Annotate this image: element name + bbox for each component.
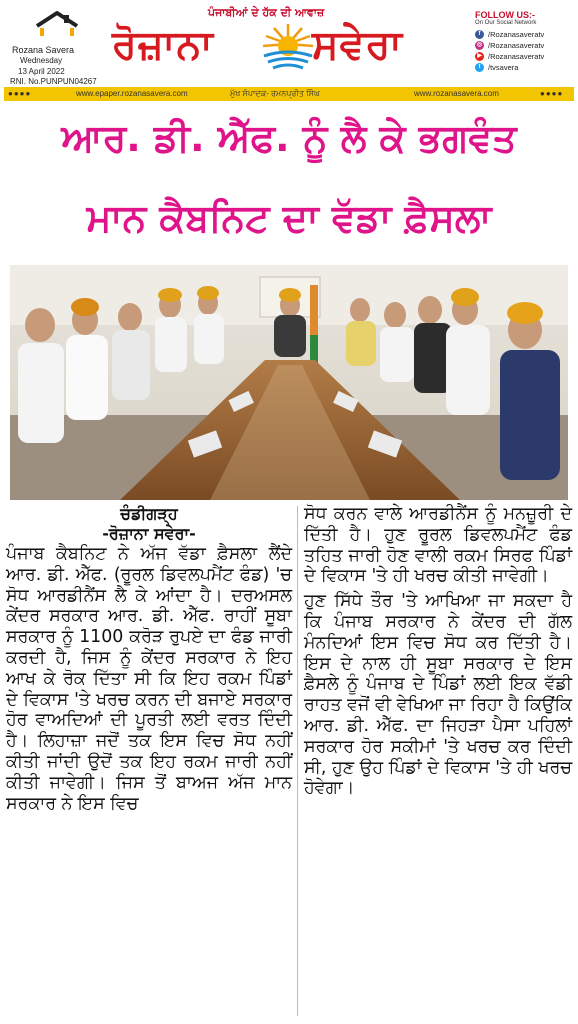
- headline-line-1: ਆਰ. ਡੀ. ਐੱਫ. ਨੂੰ ਲੈ ਕੇ ਭਗਵੰਤ: [61, 116, 517, 160]
- instagram-icon: ◎: [476, 42, 483, 48]
- youtube-icon: ▶: [475, 52, 484, 61]
- twitter-icon: t: [475, 63, 484, 72]
- article-column-right: [304, 504, 572, 803]
- byline: -ਰੋਜ਼ਾਨਾ ਸਵੇਰਾ-: [102, 524, 196, 543]
- article-paragraph: ਸੋਧ ਕਰਨ ਵਾਲੇ ਆਰਡੀਨੈਂਸ ਨੂੰ ਮਨਜ਼ੂਰੀ ਦੇ ਦਿੱਤੀ ਹੈ। ਹੁਣ ਰੂਰਲ ਡਿਵਲਪਮੈਂਟ ਫੰਡ ਤਹਿਤ ਜਾਰੀ ਹੋਣ ਵਾਲੀ ਰਕਮ ਸਿਰਫ ਪਿੰਡਾਂ ਦੇ ਵਿਕਾਸ 'ਤੇ ਹੀ ਖਰਚ ਕੀਤੀ ਜਾਵੇਗੀ।: [304, 504, 572, 587]
- social-handle: /Rozanasaveratv: [488, 30, 545, 39]
- article-paragraph: ਪੰਜਾਬ ਕੈਬਨਿਟ ਨੇ ਅੱਜ ਵੱਡਾ ਫ਼ੈਸਲਾ ਲੈਂਦੇ ਆਰ. ਡੀ. ਐੱਫ. (ਰੂਰਲ ਡਿਵਲਪਮੈਂਟ ਫੰਡ) 'ਚ ਸੋਧ ਆਰਡੀਨੈਂਸ ਲੈ ਕੇ ਆਂਦਾ ਹੈ। ਦਰਅਸਲ ਕੇਂਦਰ ਸਰਕਾਰ ਆਰ. ਡੀ. ਐੱਫ. ਰਾਹੀਂ ਸੂਬਾ ਸਰਕਾਰ ਨੂੰ 1100 ਕਰੋੜ ਰੁਪਏ ਦਾ ਫੰਡ ਜਾਰੀ ਕਰਦੀ ਹੈ, ਜਿਸ ਨੂੰ ਕੇਂਦਰ ਸਰਕਾਰ ਨੇ ਇਹ ਆਖ ਕੇ ਰੋਕ ਦਿੱਤਾ ਸੀ ਕਿ ਇਹ ਰਕਮ ਪਿੰਡਾਂ ਦੇ ਵਿਕਾਸ 'ਤੇ ਖਰਚ ਕਰਨ ਦੀ ਬਜਾਏ ਸਰਕਾਰ ਹੋਰ ਵਾਅਦਿਆਂ ਦੀ ਪੂਰਤੀ ਲਈ ਵਰਤ ਦਿੰਦੀ ਹੈ। ਲਿਹਾਜ਼ਾ ਜਦੋਂ ਤਕ ਇਸ ਵਿਚ ਸੋਧ ਨਹੀਂ ਕੀਤੀ ਜਾਂਦੀ ਉਦੋਂ ਤਕ ਇਹ ਰਕਮ ਜਾਰੀ ਨਹੀਂ ਕੀਤੀ ਜਾਵੇਗੀ। ਜਿਸ ਤੋਂ ਬਾਅਜ ਅੱਜ ਮਾਨ ਸਰਕਾਰ ਨੇ ਇਸ ਵਿਚ: [6, 544, 292, 814]
- rni-number: RNI. No.PUNPUN04267: [10, 77, 97, 86]
- dateline: ਚੰਡੀਗੜ੍ਹ: [120, 504, 178, 523]
- sun-icon: [260, 22, 316, 72]
- social-youtube[interactable]: [475, 51, 575, 62]
- tagline: ਪੰਜਾਬੀਆਂ ਦੇ ਹੱਕ ਦੀ ਆਵਾਜ਼: [208, 6, 325, 19]
- website-link[interactable]: www.rozanasavera.com: [414, 89, 499, 98]
- brand-logo: [112, 18, 460, 76]
- social-instagram[interactable]: [475, 40, 575, 51]
- strip-dots-left: ●●●●: [8, 89, 32, 98]
- house-logo-icon: [34, 10, 80, 42]
- masthead: [0, 0, 578, 86]
- edition-date: 13 April 2022: [18, 67, 65, 76]
- headline-line-2: ਮਾਨ ਕੈਬਨਿਟ ਦਾ ਵੱਡਾ ਫ਼ੈਸਲਾ: [86, 196, 492, 240]
- follow-title: FOLLOW US:-: [475, 10, 535, 20]
- article-column-left: [6, 504, 292, 818]
- brand-word-right: ਸਵੇਰਾ: [312, 22, 403, 68]
- article-paragraph: ਹੁਣ ਸਿੱਧੇ ਤੌਰ 'ਤੇ ਆਖਿਆ ਜਾ ਸਕਦਾ ਹੈ ਕਿ ਪੰਜਾਬ ਸਰਕਾਰ ਨੇ ਕੇਂਦਰ ਦੀ ਗੱਲ ਮੰਨਦਿਆਂ ਇਸ ਵਿਚ ਸੋਧ ਕਰ ਦਿੱਤੀ ਹੈ। ਇਸ ਦੇ ਨਾਲ ਹੀ ਸੂਬਾ ਸਰਕਾਰ ਦੇ ਇਸ ਫ਼ੈਸਲੇ ਨੂੰ ਪੰਜਾਬ ਦੇ ਪਿੰਡਾਂ ਲਈ ਇਕ ਵੱਡੀ ਰਾਹਤ ਵਜੋਂ ਵੀ ਵੇਖਿਆ ਜਾ ਰਿਹਾ ਹੈ ਕਿਉਂਕਿ ਆਰ. ਡੀ. ਐੱਫ. ਦਾ ਜਿਹੜਾ ਪੈਸਾ ਪਹਿਲਾਂ ਸਰਕਾਰ ਹੋਰ ਸਕੀਮਾਂ 'ਤੇ ਖਰਚ ਕਰ ਦਿੰਦੀ ਸੀ, ਹੁਣ ਉਹ ਪਿੰਡਾਂ ਦੇ ਵਿਕਾਸ 'ਤੇ ਹੀ ਖਰਚ ਹੋਵੇਗਾ।: [304, 591, 572, 799]
- social-handle: /Rozanasaveratv: [488, 41, 545, 50]
- cabinet-meeting-photo: [10, 265, 568, 500]
- social-links: [475, 10, 575, 73]
- social-facebook[interactable]: [475, 29, 575, 40]
- chief-editor: ਮੁੱਖ ਸੰਪਾਦਕ- ਰਮਨਪ੍ਰੀਤ ਸਿੰਘ: [230, 89, 320, 98]
- social-handle: /tvsavera: [488, 63, 519, 72]
- column-divider: [297, 506, 298, 1016]
- epaper-link[interactable]: www.epaper.rozanasavera.com: [76, 89, 188, 98]
- facebook-icon: f: [475, 30, 484, 39]
- follow-subtitle: On Our Social Network: [475, 20, 537, 26]
- edition-day: Wednesday: [20, 56, 63, 65]
- brand-word-left: ਰੋਜ਼ਾਨਾ: [112, 22, 214, 68]
- social-twitter[interactable]: [475, 62, 575, 73]
- social-handle: /Rozanasaveratv: [488, 52, 545, 61]
- strip-dots-right: ●●●●: [540, 89, 564, 98]
- edition-name: Rozana Savera: [12, 45, 75, 55]
- info-strip: [4, 87, 574, 101]
- edition-info: [6, 4, 118, 84]
